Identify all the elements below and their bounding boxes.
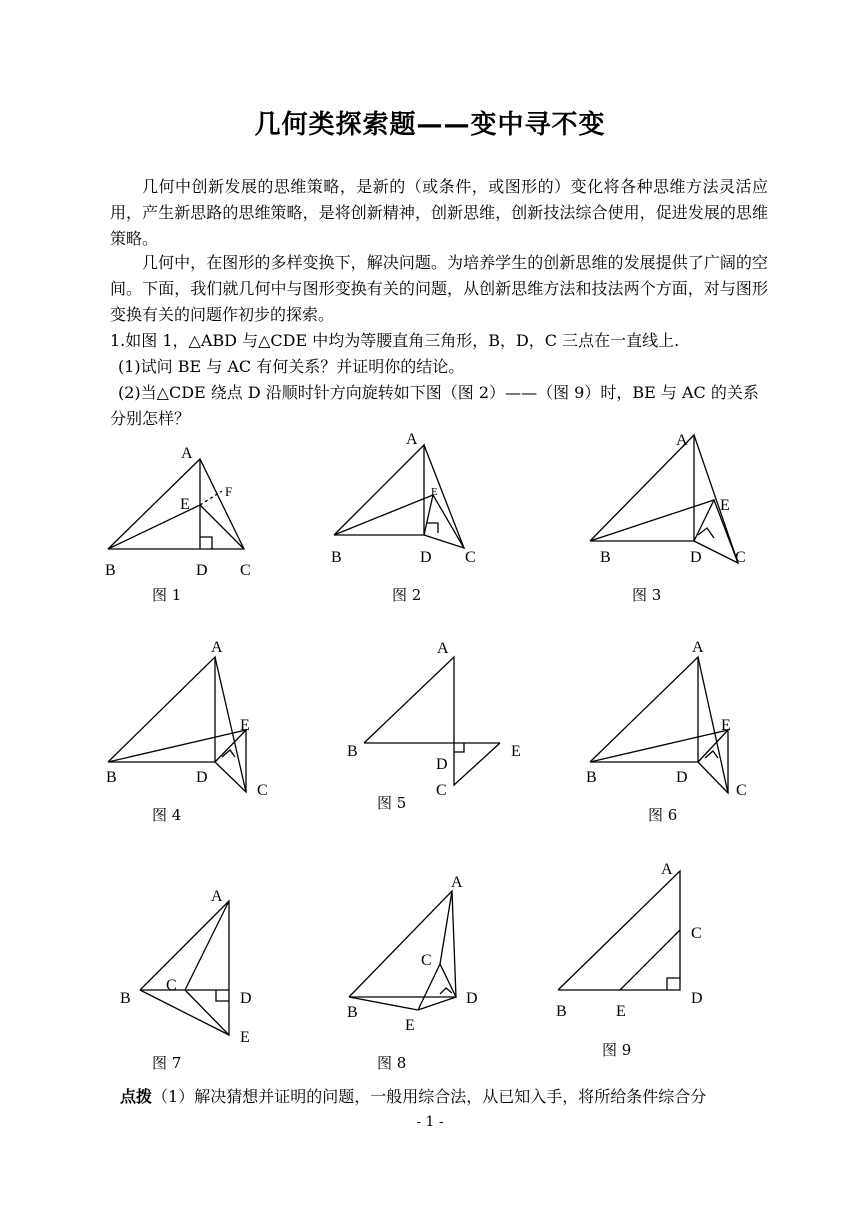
point-label-C: C: [436, 782, 447, 799]
intro-paragraph-1: 几何中创新发展的思维策略，是新的（或条件，或图形的）变化将各种思维方法灵活应用，产生新思路的思维策略，是将创新精神，创新思维，创新技法综合使用，促进发展的思维策略。: [110, 177, 768, 248]
figure-5: [347, 640, 521, 812]
figure-8-caption: 图 8: [377, 1054, 407, 1072]
point-label-E: E: [616, 1003, 626, 1020]
point-label-E: E: [431, 486, 438, 498]
question-1: (1)试问 BE 与 AC 有何关系？并证明你的结论。: [118, 357, 465, 376]
point-label-C: C: [166, 977, 177, 994]
point-label-D: D: [676, 769, 688, 786]
point-label-C: C: [735, 549, 746, 566]
point-label-B: B: [331, 549, 342, 566]
point-label-F: F: [225, 484, 233, 499]
point-label-A: A: [211, 888, 223, 905]
point-label-D: D: [436, 756, 448, 773]
point-label-E: E: [180, 496, 190, 513]
figure-3-caption: 图 3: [632, 586, 662, 604]
point-label-D: D: [691, 990, 703, 1007]
point-label-A: A: [661, 861, 673, 878]
figure-6-caption: 图 6: [648, 806, 678, 824]
point-label-B: B: [120, 990, 131, 1007]
point-label-B: B: [105, 562, 116, 579]
point-label-B: B: [600, 549, 611, 566]
figure-4-caption: 图 4: [152, 806, 182, 824]
point-label-E: E: [511, 743, 521, 760]
figure-7: [120, 888, 252, 1072]
figure-8: [347, 874, 478, 1072]
point-label-B: B: [347, 1004, 358, 1021]
point-label-C: C: [240, 562, 251, 579]
point-label-E: E: [405, 1017, 415, 1034]
point-label-A: A: [676, 432, 688, 449]
point-label-C: C: [465, 549, 476, 566]
question-2: (2)当△CDE 绕点 D 沿顺时针方向旋转如下图（图 2）——（图 9）时，BE 与 AC 的关系分别怎样？: [110, 383, 759, 428]
point-label-E: E: [721, 717, 731, 734]
hint-line: [120, 1084, 706, 1110]
point-label-D: D: [690, 549, 702, 566]
point-label-B: B: [556, 1003, 567, 1020]
page-title: 几何类探索题——变中寻不变: [254, 110, 606, 140]
point-label-D: D: [196, 769, 208, 786]
point-label-A: A: [406, 431, 418, 448]
problem-stem: 1.如图 1，△ABD 与△CDE 中均为等腰直角三角形，B，D，C 三点在一直线上.: [110, 331, 680, 350]
point-label-D: D: [240, 990, 252, 1007]
point-label-E: E: [240, 1029, 250, 1046]
point-label-A: A: [692, 639, 704, 656]
point-label-D: D: [466, 990, 478, 1007]
point-label-C: C: [736, 782, 747, 799]
point-label-C: C: [257, 782, 268, 799]
figure-3: [590, 432, 746, 604]
point-label-A: A: [211, 639, 223, 656]
hint-text: （1）解决猜想并证明的问题，一般用综合法，从已知入手，将所给条件综合分: [152, 1087, 707, 1106]
intro-paragraph-2: 几何中，在图形的多样变换下，解决问题。为培养学生的创新思维的发展提供了广阔的空间。下面，我们就几何中与图形变换有关的问题，从创新思维方法和技法两个方面，对与图形变换有关的问题作初步的探索。: [110, 253, 768, 324]
figure-1: [105, 445, 251, 604]
point-label-E: E: [240, 717, 250, 734]
point-label-B: B: [586, 769, 597, 786]
figure-1-caption: 图 1: [152, 586, 182, 604]
point-label-A: A: [181, 445, 193, 462]
point-label-D: D: [420, 549, 432, 566]
page-number: - 1 -: [416, 1114, 444, 1130]
figure-5-caption: 图 5: [377, 794, 407, 812]
point-label-D: D: [196, 562, 208, 579]
point-label-A: A: [451, 874, 463, 891]
figure-7-caption: 图 7: [152, 1054, 182, 1072]
point-label-B: B: [106, 769, 117, 786]
figure-9: [556, 861, 703, 1059]
figure-4: [106, 639, 268, 824]
point-label-C: C: [691, 925, 702, 942]
figure-2: [331, 431, 476, 604]
figure-9-caption: 图 9: [602, 1041, 632, 1059]
point-label-C: C: [421, 952, 432, 969]
figure-6: [586, 639, 747, 824]
point-label-B: B: [347, 743, 358, 760]
figure-2-caption: 图 2: [392, 586, 422, 604]
hint-label: 点拨: [120, 1087, 153, 1106]
point-label-E: E: [720, 497, 730, 514]
point-label-A: A: [437, 640, 449, 657]
